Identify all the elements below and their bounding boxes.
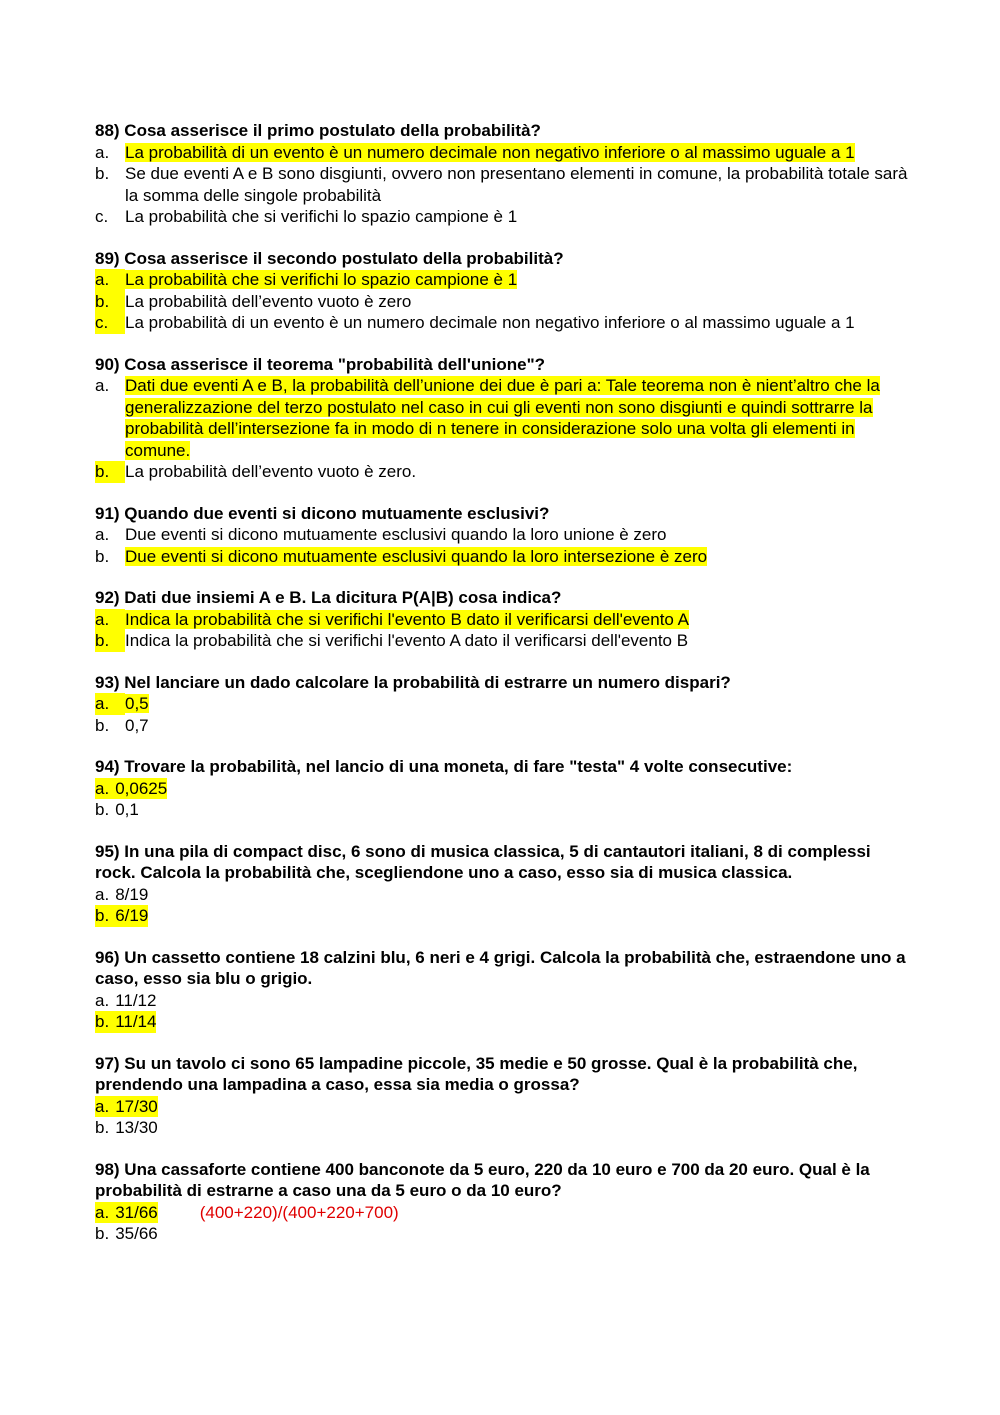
- option-label: a.: [95, 376, 110, 395]
- option-label: b.: [95, 291, 125, 313]
- answer-option: [95, 715, 910, 737]
- question-block: [95, 756, 910, 821]
- option-label: b.: [95, 1118, 110, 1137]
- option-text: Se due eventi A e B sono disgiunti, ovvero non presentano elementi in comune, la probabilità totale sarà la somma delle singole probabilità: [125, 164, 908, 205]
- question-block: [95, 248, 910, 334]
- question-title: 96) Un cassetto contiene 18 calzini blu, 6 neri e 4 grigi. Calcola la probabilità che, estraendone uno a caso, esso sia blu o grigio.: [95, 947, 906, 988]
- question-block: [95, 841, 910, 927]
- calculation-note: (400+220)/(400+220+700): [199, 1202, 399, 1222]
- option-label: a.: [95, 990, 110, 1010]
- answer-option: [95, 1117, 910, 1139]
- answer-option: [95, 884, 910, 906]
- option-text: 0,1: [115, 800, 139, 819]
- option-label: b.: [95, 1012, 110, 1031]
- option-label: c.: [95, 312, 125, 334]
- question-title: 90) Cosa asserisce il teorema "probabilità dell'unione"?: [95, 354, 546, 374]
- answer-option: [95, 609, 910, 631]
- answer-option: [95, 1202, 910, 1224]
- question-block: [95, 1159, 910, 1245]
- question-block: [95, 354, 910, 483]
- question-block: [95, 120, 910, 228]
- question-title: 93) Nel lanciare un dado calcolare la probabilità di estrarre un numero dispari?: [95, 672, 731, 692]
- option-label: b.: [95, 800, 110, 819]
- question-document: [95, 120, 910, 1265]
- option-text: Due eventi si dicono mutuamente esclusivi quando la loro intersezione è zero: [125, 546, 708, 566]
- answer-option: [95, 799, 910, 821]
- answer-option: [95, 630, 910, 652]
- question-title: 95) In una pila di compact disc, 6 sono di musica classica, 5 di cantautori italiani, 8 di complessi rock. Calcola la probabilità che, scegliendone uno a caso, esso sia di musica classica.: [95, 841, 871, 882]
- option-text: Indica la probabilità che si verifichi l'evento B dato il verificarsi dell'evento A: [125, 609, 690, 629]
- answer-option: [95, 905, 910, 927]
- question-block: [95, 947, 910, 1033]
- option-label: b.: [95, 461, 125, 483]
- question-block: [95, 503, 910, 568]
- option-text: La probabilità che si verifichi lo spazio campione è 1: [125, 207, 518, 226]
- question-block: [95, 1053, 910, 1139]
- option-text: Dati due eventi A e B, la probabilità dell’unione dei due è pari a: Tale teorema non è nient’altro che la generalizzazione del terzo postulato nel caso in cui gli eventi non sono disgiunti e quindi sottrarre la probabilità dell’intersezione fa in modo di n tenere in considerazione solo una volta gli elementi in comune.: [125, 376, 880, 460]
- question-title: 91) Quando due eventi si dicono mutuamente esclusivi?: [95, 503, 550, 523]
- answer-option: [95, 291, 910, 313]
- option-label: b.: [95, 164, 110, 183]
- answer-option: [95, 1096, 910, 1118]
- option-label: b.: [95, 906, 110, 925]
- answer-option: [95, 524, 910, 546]
- option-text: 17/30: [115, 1096, 158, 1116]
- option-label: a.: [95, 1096, 110, 1116]
- option-label: a.: [95, 1202, 110, 1222]
- option-text: 35/66: [115, 1224, 158, 1243]
- question-title: 92) Dati due insiemi A e B. La dicitura P(A|B) cosa indica?: [95, 588, 562, 607]
- option-label: a.: [95, 693, 125, 715]
- option-text: 0,7: [125, 715, 149, 735]
- option-text: 11/12: [115, 990, 157, 1010]
- question-title: 89) Cosa asserisce il secondo postulato della probabilità?: [95, 248, 564, 268]
- option-text: 8/19: [115, 884, 149, 904]
- answer-option: [95, 163, 910, 206]
- option-label: a.: [95, 525, 110, 544]
- option-text: 31/66: [115, 1202, 158, 1222]
- option-text: 11/14: [115, 1012, 157, 1031]
- answer-option: [95, 546, 910, 568]
- answer-option: [95, 778, 910, 800]
- option-label: b.: [95, 1224, 110, 1243]
- option-text: 0,5: [125, 694, 149, 713]
- option-text: Due eventi si dicono mutuamente esclusivi quando la loro unione è zero: [125, 525, 667, 544]
- option-text: Indica la probabilità che si verifichi l'evento A dato il verificarsi dell'evento B: [125, 631, 689, 650]
- question-block: [95, 672, 910, 737]
- answer-option: [95, 693, 910, 715]
- option-text: 13/30: [115, 1118, 158, 1137]
- option-text: La probabilità dell’evento vuoto è zero.: [125, 462, 417, 481]
- option-text: La probabilità dell’evento vuoto è zero: [125, 291, 412, 311]
- question-block: [95, 587, 910, 652]
- answer-option: [95, 375, 910, 461]
- option-label: b.: [95, 546, 110, 566]
- answer-option: [95, 269, 910, 291]
- answer-option: [95, 461, 910, 483]
- question-title: 88) Cosa asserisce il primo postulato della probabilità?: [95, 121, 541, 140]
- answer-option: [95, 1011, 910, 1033]
- option-label: a.: [95, 609, 125, 631]
- option-label: a.: [95, 269, 125, 291]
- option-text: 6/19: [115, 906, 149, 925]
- option-label: b.: [95, 715, 110, 735]
- answer-option: [95, 1223, 910, 1245]
- option-text: La probabilità di un evento è un numero decimale non negativo inferiore o al massimo uguale a 1: [125, 142, 855, 162]
- option-label: b.: [95, 630, 125, 652]
- question-title: 94) Trovare la probabilità, nel lancio di una moneta, di fare "testa" 4 volte consecutive:: [95, 757, 793, 776]
- option-label: a.: [95, 142, 110, 162]
- answer-option: [95, 990, 910, 1012]
- option-label: a.: [95, 778, 110, 798]
- option-text: La probabilità di un evento è un numero decimale non negativo inferiore o al massimo uguale a 1: [125, 313, 855, 332]
- answer-option: [95, 142, 910, 164]
- option-label: a.: [95, 884, 110, 904]
- question-title: 97) Su un tavolo ci sono 65 lampadine piccole, 35 medie e 50 grosse. Qual è la probabilità che, prendendo una lampadina a caso, essa sia media o grossa?: [95, 1053, 858, 1094]
- answer-option: [95, 312, 910, 334]
- option-label: c.: [95, 207, 109, 226]
- option-text: 0,0625: [115, 778, 168, 798]
- option-text: La probabilità che si verifichi lo spazio campione è 1: [125, 270, 518, 289]
- answer-option: [95, 206, 910, 228]
- question-title: 98) Una cassaforte contiene 400 banconote da 5 euro, 220 da 10 euro e 700 da 20 euro. Qual è la probabilità di estrarne a caso una da 5 euro o da 10 euro?: [95, 1159, 870, 1200]
